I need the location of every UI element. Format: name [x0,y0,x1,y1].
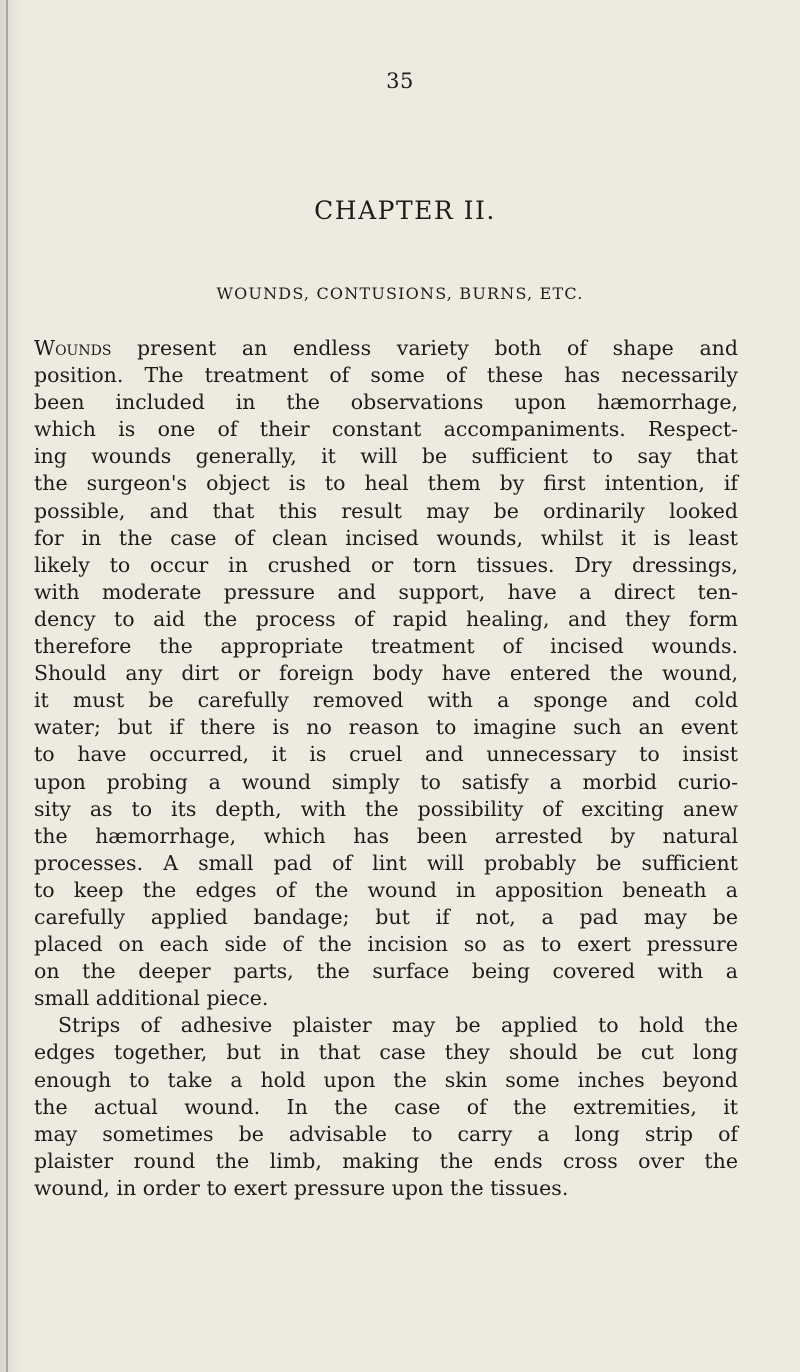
text-line: wound, in order to exert pressure upon the tissues. [34,1175,569,1200]
text-line: with moderate pressure and support, have a direct ten- [34,579,738,604]
text-line: small additional piece. [34,986,269,1011]
text-line: upon probing a wound simply to satisfy a morbid curio- [34,769,738,794]
text-line: water; but if there is no reason to imagine such an event [34,715,738,740]
text-line: possible, and that this result may be ordinarily looked [34,498,738,523]
text-line: Should any dirt or foreign body have entered the wound, [34,661,738,686]
paragraph-lead-word: Wounds [34,336,112,360]
text-line: enough to take a hold upon the skin some inches beyond [34,1067,738,1092]
text-line: Wounds present an endless variety both of shape and [34,336,738,360]
text-line: processes. A small pad of lint will probably be sufficient [34,850,738,875]
body-text [34,335,738,1202]
text-line: Strips of adhesive plaister may be applied to hold the [58,1013,738,1038]
text-line: the hæmorrhage, which has been arrested by natural [34,823,738,848]
text-line: ing wounds generally, it will be sufficient to say that [34,444,738,469]
text-line: carefully applied bandage; but if not, a pad may be [34,904,738,929]
text-line: on the deeper parts, the surface being covered with a [34,959,738,984]
text-line: edges together, but in that case they should be cut long [34,1040,738,1065]
chapter-subtitle: WOUNDS, CONTUSIONS, BURNS, ETC. [216,284,584,303]
text-line: been included in the observations upon hæmorrhage, [34,390,738,415]
text-line: to keep the edges of the wound in apposition beneath a [34,877,738,902]
text-line: it must be carefully removed with a sponge and cold [34,688,738,713]
chapter-title: CHAPTER II. [314,196,496,225]
text-line: to have occurred, it is cruel and unnecessary to insist [34,742,738,767]
page-number: 35 [386,69,414,93]
text-line: likely to occur in crushed or torn tissues. Dry dressings, [34,552,738,577]
text-line: for in the case of clean incised wounds, whilst it is least [34,525,738,550]
text-line: position. The treatment of some of these has necessarily [34,363,738,388]
text-line: the actual wound. In the case of the extremities, it [34,1094,738,1119]
text-line: the surgeon's object is to heal them by first intention, if [34,471,738,496]
text-line: therefore the appropriate treatment of incised wounds. [34,634,738,659]
text-line: plaister round the limb, making the ends cross over the [34,1148,738,1173]
text-line: which is one of their constant accompaniments. Respect- [34,417,738,442]
text-line: placed on each side of the incision so as to exert pressure [34,932,738,957]
text-line: sity as to its depth, with the possibility of exciting anew [34,796,738,821]
text-line: dency to aid the process of rapid healing, and they form [34,606,738,631]
text-line: may sometimes be advisable to carry a long strip of [34,1121,738,1146]
